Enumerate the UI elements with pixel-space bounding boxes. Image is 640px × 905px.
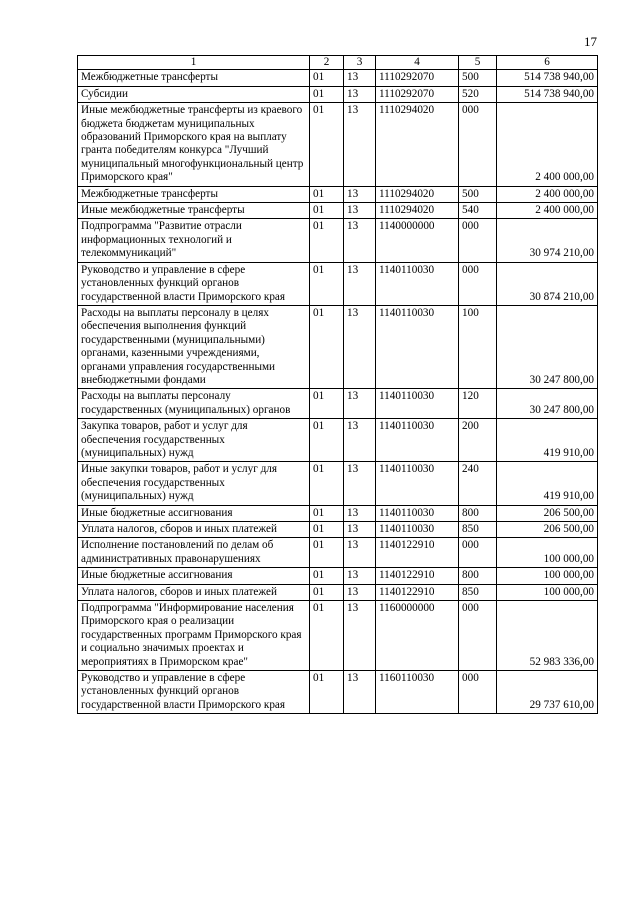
row-amount-cell: 100 000,00: [497, 538, 598, 568]
table-row: [78, 305, 598, 388]
row-expense-type-cell: 000: [459, 103, 497, 186]
row-target-article-cell: 1110294020: [376, 186, 459, 202]
row-expense-type-cell: 000: [459, 671, 497, 714]
row-section-cell: 01: [310, 103, 344, 186]
row-target-article-cell: 1140122910: [376, 538, 459, 568]
header-cell-6: 6: [497, 56, 598, 70]
row-target-article-cell: 1110292070: [376, 86, 459, 102]
row-expense-type-cell: 520: [459, 86, 497, 102]
row-amount-cell: 30 974 210,00: [497, 219, 598, 262]
row-name-cell: Межбюджетные трансферты: [78, 186, 310, 202]
table-row: [78, 601, 598, 671]
row-expense-type-cell: 000: [459, 601, 497, 671]
row-name-cell: Уплата налогов, сборов и иных платежей: [78, 522, 310, 538]
row-section-cell: 01: [310, 568, 344, 584]
row-section-cell: 01: [310, 462, 344, 505]
row-section-cell: 01: [310, 601, 344, 671]
row-amount-cell: 30 874 210,00: [497, 262, 598, 305]
row-amount-cell: 206 500,00: [497, 522, 598, 538]
budget-table: [77, 55, 598, 714]
row-name-cell: Межбюджетные трансферты: [78, 70, 310, 86]
row-expense-type-cell: 850: [459, 522, 497, 538]
row-section-cell: 01: [310, 86, 344, 102]
row-amount-cell: 30 247 800,00: [497, 305, 598, 388]
row-target-article-cell: 1140110030: [376, 522, 459, 538]
row-expense-type-cell: 500: [459, 70, 497, 86]
header-cell-2: 2: [310, 56, 344, 70]
row-expense-type-cell: 800: [459, 505, 497, 521]
row-section-cell: 01: [310, 262, 344, 305]
table-row: [78, 522, 598, 538]
row-subsection-cell: 13: [344, 601, 376, 671]
row-name-cell: Иные бюджетные ассигнования: [78, 568, 310, 584]
row-section-cell: 01: [310, 584, 344, 600]
row-amount-cell: 206 500,00: [497, 505, 598, 521]
row-amount-cell: 514 738 940,00: [497, 70, 598, 86]
row-section-cell: 01: [310, 305, 344, 388]
row-expense-type-cell: 800: [459, 568, 497, 584]
row-expense-type-cell: 000: [459, 538, 497, 568]
table-row: [78, 103, 598, 186]
table-row: [78, 671, 598, 714]
row-subsection-cell: 13: [344, 419, 376, 462]
row-name-cell: Расходы на выплаты персоналу государственных (муниципальных) органов: [78, 389, 310, 419]
row-target-article-cell: 1140110030: [376, 262, 459, 305]
row-expense-type-cell: 000: [459, 262, 497, 305]
row-subsection-cell: 13: [344, 568, 376, 584]
row-subsection-cell: 13: [344, 671, 376, 714]
row-target-article-cell: 1110292070: [376, 70, 459, 86]
table-row: [78, 419, 598, 462]
row-target-article-cell: 1110294020: [376, 203, 459, 219]
budget-table-body: [78, 56, 598, 714]
row-subsection-cell: 13: [344, 219, 376, 262]
header-cell-5: 5: [459, 56, 497, 70]
table-row: [78, 389, 598, 419]
row-subsection-cell: 13: [344, 522, 376, 538]
table-row: [78, 462, 598, 505]
row-name-cell: Руководство и управление в сфере установленных функций органов государственной власти Приморского края: [78, 262, 310, 305]
row-section-cell: 01: [310, 538, 344, 568]
row-target-article-cell: 1160000000: [376, 601, 459, 671]
row-amount-cell: 2 400 000,00: [497, 203, 598, 219]
row-target-article-cell: 1140110030: [376, 505, 459, 521]
row-target-article-cell: 1140000000: [376, 219, 459, 262]
row-section-cell: 01: [310, 671, 344, 714]
row-expense-type-cell: 000: [459, 219, 497, 262]
row-subsection-cell: 13: [344, 505, 376, 521]
header-cell-3: 3: [344, 56, 376, 70]
row-expense-type-cell: 850: [459, 584, 497, 600]
row-subsection-cell: 13: [344, 462, 376, 505]
row-section-cell: 01: [310, 219, 344, 262]
row-target-article-cell: 1140110030: [376, 389, 459, 419]
row-expense-type-cell: 200: [459, 419, 497, 462]
row-target-article-cell: 1160110030: [376, 671, 459, 714]
table-row: [78, 203, 598, 219]
table-row: [78, 568, 598, 584]
row-amount-cell: 100 000,00: [497, 584, 598, 600]
row-name-cell: Исполнение постановлений по делам об административных правонарушениях: [78, 538, 310, 568]
row-subsection-cell: 13: [344, 186, 376, 202]
row-expense-type-cell: 500: [459, 186, 497, 202]
row-subsection-cell: 13: [344, 538, 376, 568]
page-number: 17: [584, 34, 597, 49]
row-subsection-cell: 13: [344, 305, 376, 388]
table-row: [78, 86, 598, 102]
row-section-cell: 01: [310, 70, 344, 86]
row-amount-cell: 2 400 000,00: [497, 186, 598, 202]
table-header-row: [78, 56, 598, 70]
row-subsection-cell: 13: [344, 389, 376, 419]
row-name-cell: Подпрограмма "Информирование населения Приморского края о реализации государственных программ Приморского края и социально значимых проектах и мероприятиях в Приморском крае": [78, 601, 310, 671]
header-cell-1: 1: [78, 56, 310, 70]
row-target-article-cell: 1140122910: [376, 568, 459, 584]
row-amount-cell: 2 400 000,00: [497, 103, 598, 186]
row-name-cell: Закупка товаров, работ и услуг для обеспечения государственных (муниципальных) нужд: [78, 419, 310, 462]
row-name-cell: Иные закупки товаров, работ и услуг для обеспечения государственных (муниципальных) нужд: [78, 462, 310, 505]
row-name-cell: Иные межбюджетные трансферты: [78, 203, 310, 219]
row-target-article-cell: 1140110030: [376, 305, 459, 388]
row-section-cell: 01: [310, 203, 344, 219]
table-row: [78, 186, 598, 202]
row-amount-cell: 419 910,00: [497, 462, 598, 505]
table-row: [78, 70, 598, 86]
row-name-cell: Иные бюджетные ассигнования: [78, 505, 310, 521]
row-target-article-cell: 1140110030: [376, 462, 459, 505]
row-expense-type-cell: 120: [459, 389, 497, 419]
row-subsection-cell: 13: [344, 262, 376, 305]
row-amount-cell: 30 247 800,00: [497, 389, 598, 419]
row-subsection-cell: 13: [344, 584, 376, 600]
row-target-article-cell: 1140110030: [376, 419, 459, 462]
row-section-cell: 01: [310, 419, 344, 462]
row-amount-cell: 419 910,00: [497, 419, 598, 462]
row-section-cell: 01: [310, 522, 344, 538]
table-row: [78, 584, 598, 600]
row-amount-cell: 100 000,00: [497, 568, 598, 584]
header-cell-4: 4: [376, 56, 459, 70]
row-amount-cell: 29 737 610,00: [497, 671, 598, 714]
table-row: [78, 505, 598, 521]
row-subsection-cell: 13: [344, 86, 376, 102]
row-subsection-cell: 13: [344, 103, 376, 186]
row-name-cell: Подпрограмма "Развитие отрасли информационных технологий и телекоммуникаций": [78, 219, 310, 262]
row-amount-cell: 52 983 336,00: [497, 601, 598, 671]
table-row: [78, 262, 598, 305]
row-name-cell: Субсидии: [78, 86, 310, 102]
row-name-cell: Иные межбюджетные трансферты из краевого бюджета бюджетам муниципальных образований Приморского края на выплату гранта победителям конкурса "Лучший муниципальный многофункциональный центр Приморского края": [78, 103, 310, 186]
row-name-cell: Расходы на выплаты персоналу в целях обеспечения выполнения функций государственными (муниципальными) органами, казенными учреждениями, органами управления государственными внебюджетными фондами: [78, 305, 310, 388]
row-section-cell: 01: [310, 389, 344, 419]
row-section-cell: 01: [310, 505, 344, 521]
table-row: [78, 219, 598, 262]
row-subsection-cell: 13: [344, 203, 376, 219]
row-expense-type-cell: 540: [459, 203, 497, 219]
row-name-cell: Уплата налогов, сборов и иных платежей: [78, 584, 310, 600]
row-amount-cell: 514 738 940,00: [497, 86, 598, 102]
row-expense-type-cell: 240: [459, 462, 497, 505]
row-target-article-cell: 1110294020: [376, 103, 459, 186]
table-row: [78, 538, 598, 568]
row-name-cell: Руководство и управление в сфере установленных функций органов государственной власти Приморского края: [78, 671, 310, 714]
row-section-cell: 01: [310, 186, 344, 202]
row-target-article-cell: 1140122910: [376, 584, 459, 600]
row-expense-type-cell: 100: [459, 305, 497, 388]
row-subsection-cell: 13: [344, 70, 376, 86]
